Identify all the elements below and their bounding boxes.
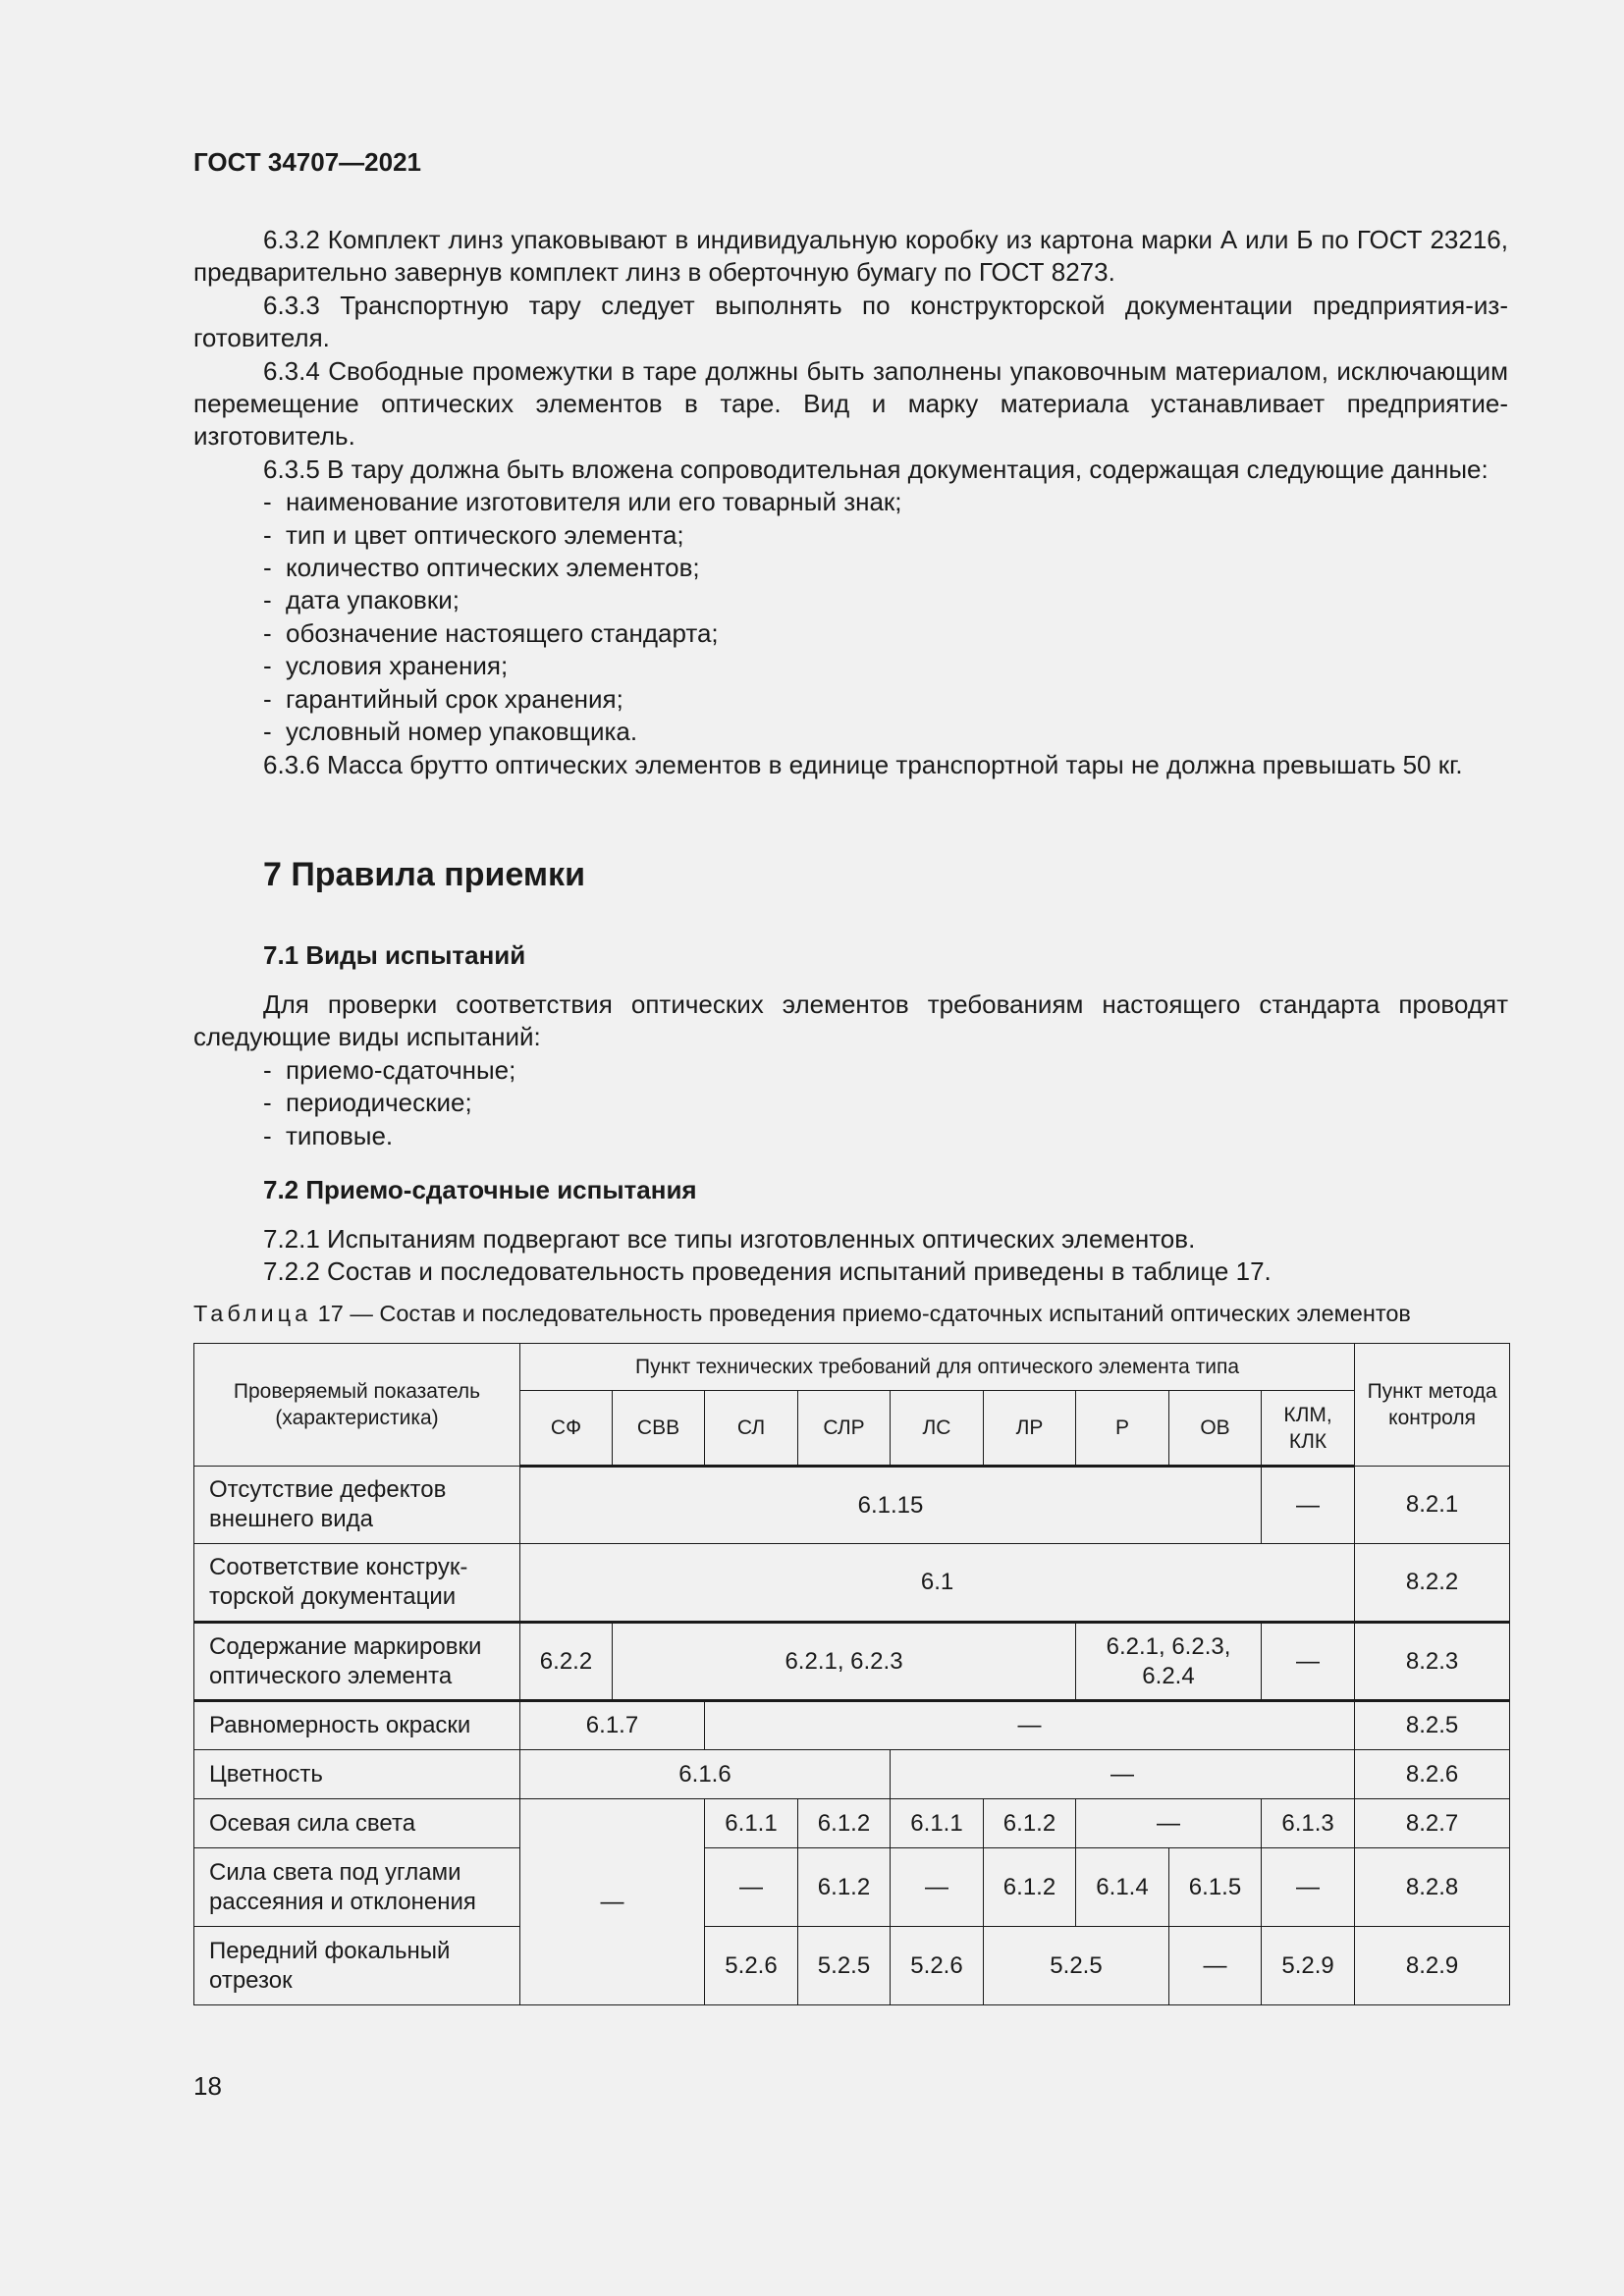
row-label: Осевая сила света xyxy=(194,1799,520,1848)
page-number: 18 xyxy=(193,2071,222,2101)
table-caption: Таблица 17 — Состав и последовательность проведения приемо-сдаточных испытаний оптических элементов xyxy=(193,1301,1411,1326)
paragraph-7-1: Для проверки соответствия оптических элементов требованиям настоящего стандарта проводят следующие виды испытаний: xyxy=(193,989,1508,1052)
row-label: Передний фокальный отрезок xyxy=(194,1927,520,2005)
header-type: СВВ xyxy=(613,1391,705,1467)
table-row xyxy=(194,1623,1510,1701)
table-cell: — xyxy=(1262,1467,1355,1544)
table-cell: 5.2.9 xyxy=(1262,1927,1355,2005)
list-item: - количество оптических элементов; xyxy=(263,553,700,583)
section-7-2-text xyxy=(193,1223,1508,1289)
paragraph-6-3-3: 6.3.3 Транспортную тару следует выполнять по конструкторской документации предприятия-изготовителя. xyxy=(193,290,1508,353)
table-cell: 6.2.1, 6.2.3, 6.2.4 xyxy=(1076,1623,1262,1701)
table-cell: 6.2.1, 6.2.3 xyxy=(613,1623,1076,1701)
method-cell: 8.2.3 xyxy=(1355,1623,1510,1701)
list-item: - обозначение настоящего стандарта; xyxy=(263,617,719,648)
method-cell: 8.2.5 xyxy=(1355,1701,1510,1750)
list-item: - периодические; xyxy=(263,1088,472,1118)
table-cell: — xyxy=(705,1848,798,1927)
paragraph-6-3-4: 6.3.4 Свободные промежутки в таре должны быть заполнены упаковочным материалом, исключающим перемещение оптических элементов в таре. Вид и марку материала устанавливает предприятие-изготовитель. xyxy=(193,355,1508,452)
section-7-2-heading: 7.2 Приемо-сдаточные испытания xyxy=(263,1175,697,1204)
acceptance-tests-table xyxy=(193,1343,1510,2005)
header-type: СЛ xyxy=(705,1391,798,1467)
header-clause: Пункт технических требований для оптического элемента типа xyxy=(520,1344,1355,1391)
section-7-1-heading: 7.1 Виды испытаний xyxy=(263,940,526,970)
list-item: - гарантийный срок хранения; xyxy=(263,683,623,714)
table-cell: 6.1.3 xyxy=(1262,1799,1355,1848)
method-cell: 8.2.7 xyxy=(1355,1799,1510,1848)
table-cell: 6.1.1 xyxy=(705,1799,798,1848)
paragraph-6-3-6: 6.3.6 Масса брутто оптических элементов в единице транспортной тары не должна превышать 50 кг. xyxy=(263,749,1463,779)
header-indicator: Проверяемый показатель (характеристика) xyxy=(194,1344,520,1467)
table-row xyxy=(194,1750,1510,1799)
table-row xyxy=(194,1927,1510,2005)
row-label: Содержание маркировки оптического элемента xyxy=(194,1623,520,1701)
list-item: - условия хранения; xyxy=(263,651,509,681)
table-cell: — xyxy=(891,1750,1355,1799)
table-cell: — xyxy=(891,1848,984,1927)
table-cell: 6.1.2 xyxy=(984,1799,1076,1848)
table-row xyxy=(194,1467,1510,1544)
header-type: КЛМ, КЛК xyxy=(1262,1391,1355,1467)
method-cell: 8.2.9 xyxy=(1355,1927,1510,2005)
section-7-1-text xyxy=(193,988,1508,1152)
table-cell: 5.2.5 xyxy=(798,1927,891,2005)
row-label: Сила света под углами рассеяния и отклонения xyxy=(194,1848,520,1927)
row-label: Цветность xyxy=(194,1750,520,1799)
header-method: Пункт метода контроля xyxy=(1355,1344,1510,1467)
table-cell: — xyxy=(1076,1799,1262,1848)
row-label: Соответствие конструкторской документации xyxy=(194,1544,520,1623)
table-cell: 6.1.15 xyxy=(520,1467,1262,1544)
header-type: СЛР xyxy=(798,1391,891,1467)
table-row xyxy=(194,1848,1510,1927)
list-item: - условный номер упаковщика. xyxy=(263,717,638,747)
list-item: - приемо-сдаточные; xyxy=(263,1054,516,1085)
table-cell: 6.1.2 xyxy=(798,1848,891,1927)
table-cell: — xyxy=(1262,1848,1355,1927)
list-item: - тип и цвет оптического элемента; xyxy=(263,519,684,550)
header-type: СФ xyxy=(520,1391,613,1467)
method-cell: 8.2.8 xyxy=(1355,1848,1510,1927)
table-cell: 6.1.7 xyxy=(520,1701,705,1750)
table-cell: 6.1 xyxy=(520,1544,1355,1623)
table-cell: 5.2.5 xyxy=(984,1927,1169,2005)
table-cell: 6.1.4 xyxy=(1076,1848,1169,1927)
section-6-3-text xyxy=(193,224,1508,781)
table-cell: 6.1.2 xyxy=(798,1799,891,1848)
table-cell: 6.1.6 xyxy=(520,1750,891,1799)
method-cell: 8.2.1 xyxy=(1355,1467,1510,1544)
header-type: ОВ xyxy=(1169,1391,1262,1467)
document-header: ГОСТ 34707—2021 xyxy=(193,147,421,177)
header-type: Р xyxy=(1076,1391,1169,1467)
header-type: ЛР xyxy=(984,1391,1076,1467)
list-item: - типовые. xyxy=(263,1120,394,1150)
table-cell: 6.1.5 xyxy=(1169,1848,1262,1927)
list-item: - дата упаковки; xyxy=(263,585,460,615)
paragraph-6-3-5: 6.3.5 В тару должна быть вложена сопроводительная документация, содержащая следующие данные: xyxy=(263,454,1489,484)
paragraph-7-2-1: 7.2.1 Испытаниям подвергают все типы изготовленных оптических элементов. xyxy=(263,1224,1196,1254)
table-cell: 5.2.6 xyxy=(705,1927,798,2005)
paragraph-6-3-2: 6.3.2 Комплект линз упаковывают в индивидуальную коробку из картона марки А или Б по ГОСТ 23216, предварительно завернув комплект линз в оберточную бумагу по ГОСТ 8273. xyxy=(193,225,1508,288)
table-cell: 6.1.1 xyxy=(891,1799,984,1848)
table-row xyxy=(194,1701,1510,1750)
table-cell: 6.1.2 xyxy=(984,1848,1076,1927)
paragraph-7-2-2: 7.2.2 Состав и последовательность проведения испытаний приведены в таблице 17. xyxy=(263,1256,1272,1287)
table-cell: 5.2.6 xyxy=(891,1927,984,2005)
table-row xyxy=(194,1544,1510,1623)
table-cell: — xyxy=(1262,1623,1355,1701)
table-cell: 6.2.2 xyxy=(520,1623,613,1701)
method-cell: 8.2.2 xyxy=(1355,1544,1510,1623)
method-cell: 8.2.6 xyxy=(1355,1750,1510,1799)
row-label: Отсутствие дефектов внешнего вида xyxy=(194,1467,520,1544)
row-label: Равномерность окраски xyxy=(194,1701,520,1750)
list-item: - наименование изготовителя или его товарный знак; xyxy=(263,487,902,517)
header-type: ЛС xyxy=(891,1391,984,1467)
section-7-heading: 7 Правила приемки xyxy=(263,856,585,893)
table-cell: — xyxy=(705,1701,1355,1750)
table-cell: — xyxy=(1169,1927,1262,2005)
table-cell: — xyxy=(520,1799,705,2005)
table-row xyxy=(194,1799,1510,1848)
